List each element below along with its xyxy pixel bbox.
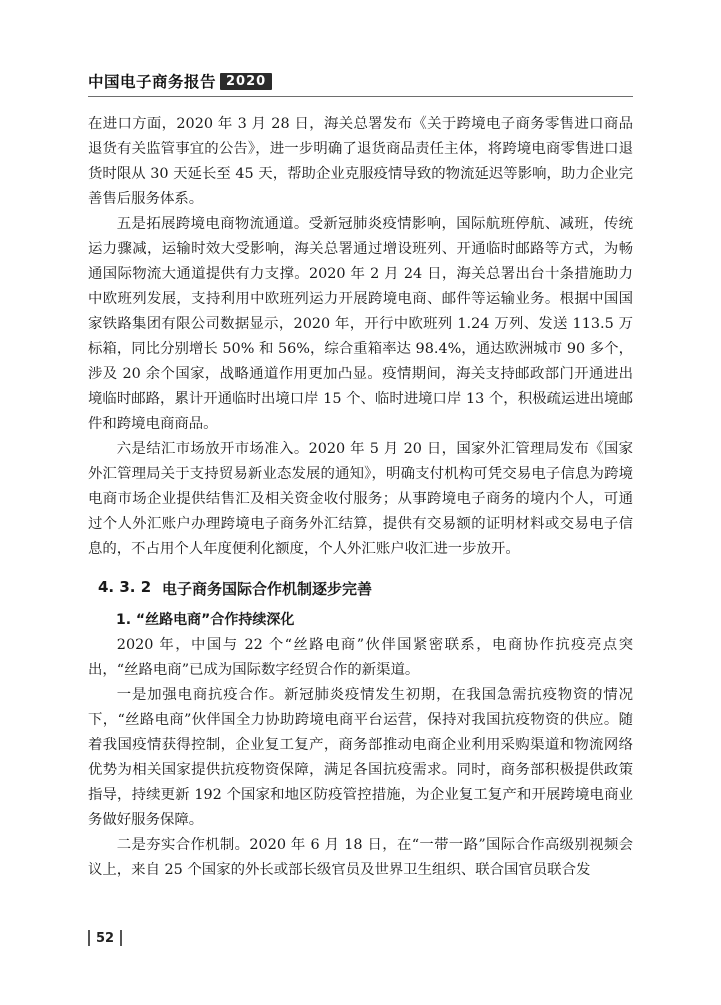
paragraph-settlement: 六是结汇市场放开市场准入。2020 年 5 月 20 日，国家外汇管理局发布《国家外汇管理局关于支持贸易新业态发展的通知》，明确支付机构可凭交易电子信息为跨境电商市场企业提供结售汇及相关资金收付服务；从事跨境电子商务的境内个人，可通过个人外汇账户办理跨境电子商务外汇结算，提供有交易额的证明材料或交易电子信息的，不占用个人年度便利化额度，个人外汇账户收汇进一步放开。: [88, 441, 633, 557]
section-number: 4. 3. 2: [98, 578, 152, 596]
page-number: 52: [96, 930, 115, 946]
running-header: [88, 70, 272, 92]
page-body: [88, 112, 633, 883]
subsection-heading: 1. “丝路电商”合作持续深化: [116, 612, 295, 628]
section-heading: [98, 578, 633, 599]
paragraph-import-returns: 在进口方面，2020 年 3 月 28 日，海关总署发布《关于跨境电子商务零售进口商品退货有关监管事宜的公告》，进一步明确了退货商品责任主体，将跨境电商零售进口退货时限从 30 天延长至 45 天，帮助企业克服疫情导致的物流延迟等影响，助力企业完善售后服务体系。: [88, 116, 633, 207]
paragraph-cooperation-mechanism: 二是夯实合作机制。2020 年 6 月 18 日，在“一带一路”国际合作高级别视频会议上，来自 25 个国家的外长或部长级官员及世界卫生组织、联合国官员联合发: [88, 837, 633, 878]
page-footer: [88, 930, 122, 946]
paragraph-silk-road-intro: 2020 年，中国与 22 个“丝路电商”伙伴国紧密联系，电商协作抗疫亮点突出，“丝路电商”已成为国际数字经贸合作的新渠道。: [88, 637, 633, 678]
footer-bar-right: [120, 930, 122, 946]
footer-bar-left: [88, 930, 90, 946]
section-title: 电子商务国际合作机制逐步完善: [162, 580, 373, 598]
paragraph-anti-epidemic: 一是加强电商抗疫合作。新冠肺炎疫情发生初期，在我国急需抗疫物资的情况下，“丝路电商”伙伴国全力协助跨境电商平台运营，保持对我国抗疫物资的供应。随着我国疫情获得控制，企业复工复产，商务部推动电商企业利用采购渠道和物流网络优势为相关国家提供抗疫物资保障，满足各国抗疫需求。同时，商务部积极提供政策指导，持续更新 192 个国家和地区防疫管控措施，为企业复工复产和开展跨境电商业务做好服务保障。: [88, 687, 633, 828]
header-rule: [88, 96, 633, 97]
paragraph-logistics: 五是拓展跨境电商物流通道。受新冠肺炎疫情影响，国际航班停航、减班，传统运力骤减，运输时效大受影响，海关总署通过增设班列、开通临时邮路等方式，为畅通国际物流大通道提供有力支撑。2020 年 2 月 24 日，海关总署出台十条措施助力中欧班列发展，支持利用中欧班列运力开展跨境电商、邮件等运输业务。根据中国国家铁路集团有限公司数据显示，2020 年，开行中欧班列 1.24 万列、发送 113.5 万标箱，同比分别增长 50% 和 56%，综合重箱率达 98.4%，通达欧洲城市 90 多个，涉及 20 余个国家，战略通道作用更加凸显。疫情期间，海关支持邮政部门开通进出境临时邮路，累计开通临时出境口岸 15 个、临时进境口岸 13 个，积极疏运进出境邮件和跨境电商商品。: [88, 216, 633, 432]
report-year-badge: 2020: [220, 73, 272, 90]
report-title: 中国电子商务报告: [88, 73, 217, 91]
